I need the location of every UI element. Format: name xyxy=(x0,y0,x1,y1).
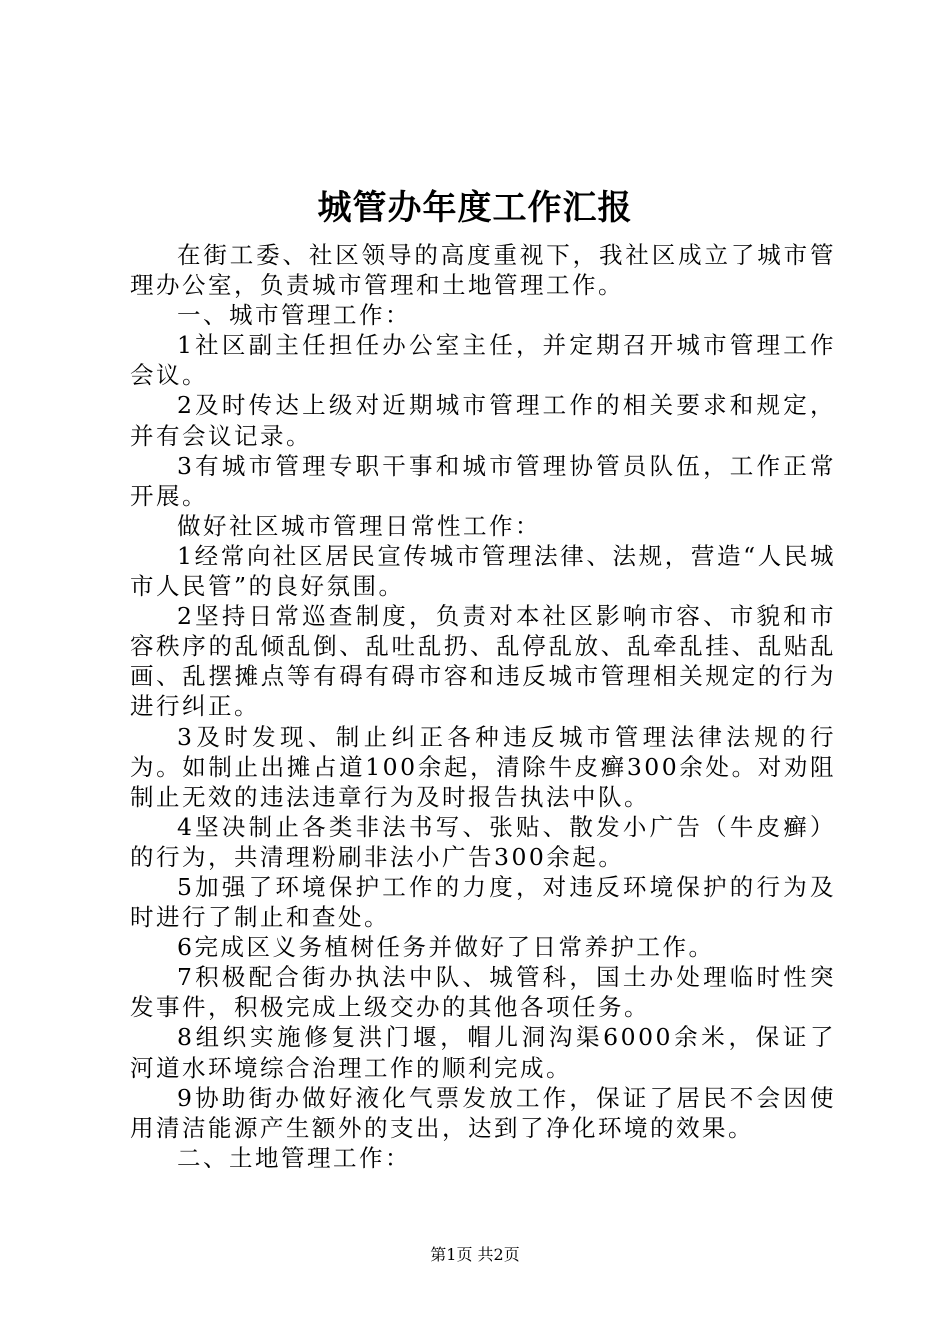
document-body xyxy=(130,240,836,1173)
paragraph-item: 9协助街办做好液化气票发放工作，保证了居民不会因使用清洁能源产生额外的支出，达到了净化环境的效果。 xyxy=(130,1083,836,1142)
paragraph-item: 3有城市管理专职干事和城市管理协管员队伍，工作正常开展。 xyxy=(130,451,836,510)
paragraph-item: 6完成区义务植树任务并做好了日常养护工作。 xyxy=(177,933,715,962)
paragraph-item: 2及时传达上级对近期城市管理工作的相关要求和规定，并有会议记录。 xyxy=(130,391,836,450)
paragraph-item: 2坚持日常巡查制度，负责对本社区影响市容、市貌和市容秩序的乱倾乱倒、乱吐乱扔、乱停乱放、乱牵乱挂、乱贴乱画、乱摆摊点等有碍有碍市容和违反城市管理相关规定的行为进行纠正。 xyxy=(130,602,836,721)
page-footer: 第1页 共2页 xyxy=(430,1245,520,1264)
section-heading-city-management: 一、城市管理工作： xyxy=(177,301,411,330)
paragraph-item: 1经常向社区居民宣传城市管理法律、法规，营造“人民城市人民管”的良好氛围。 xyxy=(130,541,836,601)
paragraph-item: 4坚决制止各类非法书写、张贴、散发小广告（牛皮癣）的行为，共清理粉刷非法小广告300余起。 xyxy=(130,812,836,871)
paragraph-item: 8组织实施修复洪门堰，帽儿洞沟渠6000余米，保证了河道水环境综合治理工作的顺利完成。 xyxy=(130,1023,836,1082)
section-heading-land-management: 二、土地管理工作： xyxy=(177,1143,411,1172)
paragraph-item: 3及时发现、制止纠正各种违反城市管理法律法规的行为。如制止出摊占道100余起，清除牛皮癣300余处。对劝阻制止无效的违法违章行为及时报告执法中队。 xyxy=(130,722,836,811)
paragraph-item: 1社区副主任担任办公室主任，并定期召开城市管理工作会议。 xyxy=(130,331,836,390)
subsection-heading-daily-work: 做好社区城市管理日常性工作： xyxy=(177,511,541,540)
paragraph-intro: 在街工委、社区领导的高度重视下，我社区成立了城市管理办公室，负责城市管理和土地管理工作。 xyxy=(130,241,836,300)
paragraph-item: 5加强了环境保护工作的力度，对违反环境保护的行为及时进行了制止和查处。 xyxy=(130,872,836,932)
document-title: 城管办年度工作汇报 xyxy=(317,188,633,228)
paragraph-item: 7积极配合街办执法中队、城管科，国土办处理临时性突发事件，积极完成上级交办的其他各项任务。 xyxy=(130,963,836,1022)
